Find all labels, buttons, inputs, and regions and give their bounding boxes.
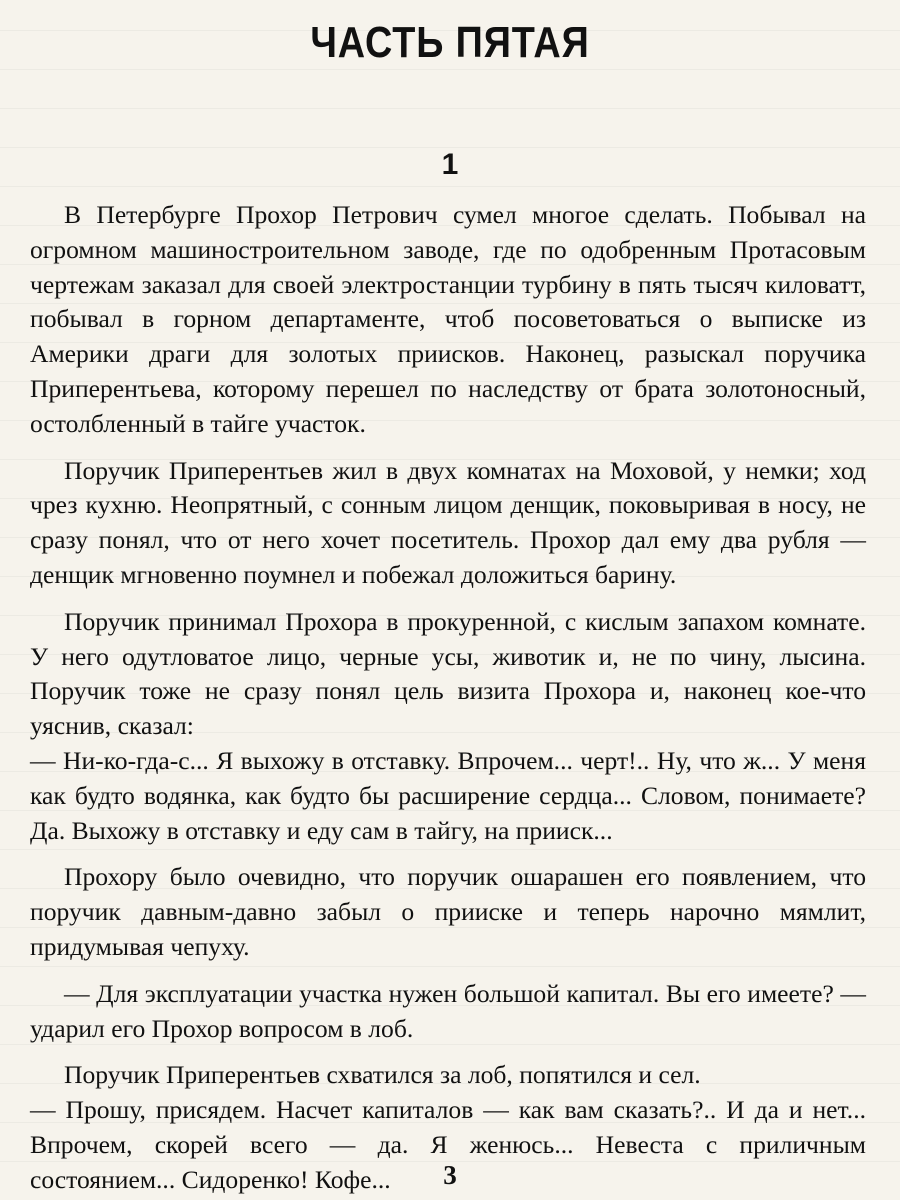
paragraph: В Петербурге Прохор Петрович сумел многое сделать. Побывал на огромном машиностроительном заводе, где по одобренным Протасовым чертежам заказал для своей электростанции турбину в пять тысяч киловатт, побывал в горном департаменте, чтоб посоветоваться о выписке из Америки драги для золотых приисков. Наконец, разыскал поручика Приперентьева, которому перешел по наследству от брата золотоносный, остолбленный в тайге участок. xyxy=(30,200,866,438)
dialogue-paragraph: — Прошу, присядем. Насчет капиталов — как вам сказать?.. И да и нет... Впрочем, скорей всего — да. Я женюсь... Невеста с приличным состоянием... Сидоренко! Кофе... xyxy=(30,1095,866,1194)
part-title: ЧАСТЬ ПЯТАЯ xyxy=(310,18,590,67)
body-text xyxy=(30,198,866,1200)
paragraph: Поручик принимал Прохора в прокуренной, с кислым запахом комнате. У него одутловатое лицо, черные усы, животик и, не по чину, лысина. Поручик тоже не сразу понял цель визита Прохора и, наконец кое-что уяснив, сказал: xyxy=(30,606,866,741)
dialogue-paragraph: — Для эксплуатации участка нужен большой капитал. Вы его имеете? — ударил его Прохор вопросом в лоб. xyxy=(30,978,866,1043)
paragraph: Поручик Приперентьев схватился за лоб, попятился и сел. xyxy=(64,1060,701,1090)
paragraph: Прохору было очевидно, что поручик ошарашен его появлением, что поручик давным-давно забыл о прииске и теперь нарочно мямлит, придумывая чепуху. xyxy=(30,862,866,961)
page-number: 3 xyxy=(443,1160,457,1190)
paragraph: Поручик Приперентьев жил в двух комнатах на Моховой, у немки; ход чрез кухню. Неопрятный, с сонным лицом денщик, поковыривая в носу, не сразу понял, что от него хочет посетитель. Прохор дал ему два рубля — денщик мгновенно поумнел и побежал доложиться барину. xyxy=(30,455,866,589)
chapter-number: 1 xyxy=(441,148,459,181)
dialogue-paragraph: — Ни-ко-гда-с... Я выхожу в отставку. Впрочем... черт!.. Ну, что ж... У меня как будто водянка, как будто бы расширение сердца... Словом, понимаете? Да. Выхожу в отставку и еду сам в тайгу, на прииск... xyxy=(30,745,866,845)
